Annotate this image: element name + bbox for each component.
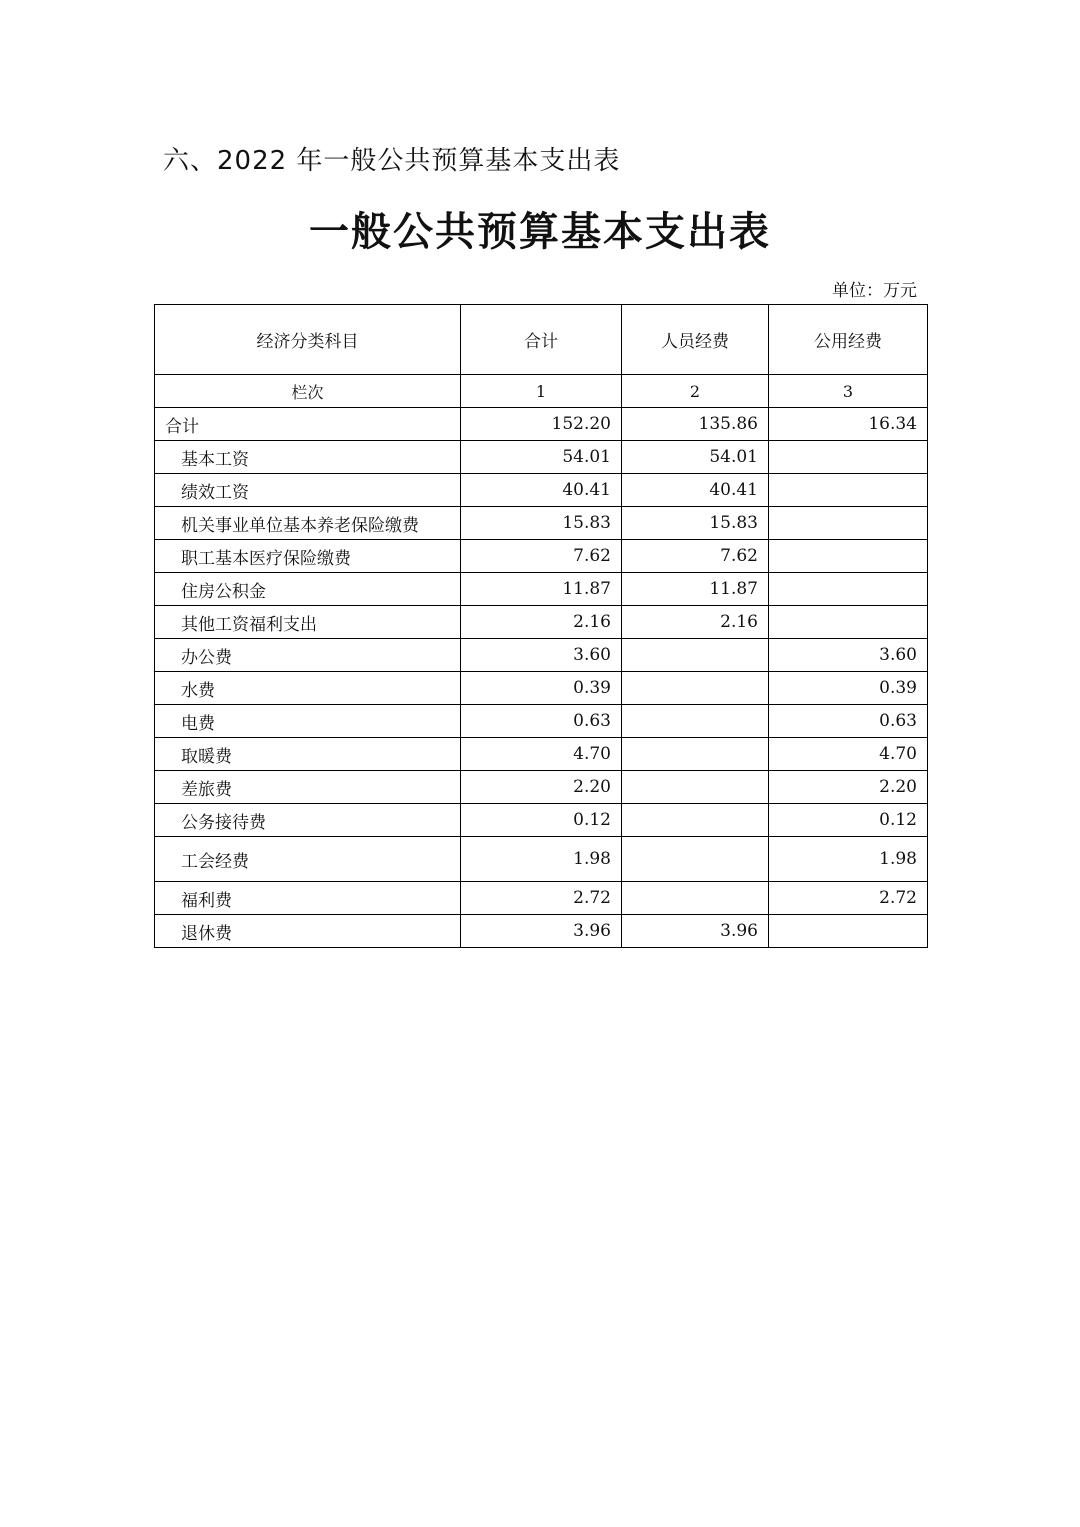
row-label: 职工基本医疗保险缴费 xyxy=(155,540,461,573)
table-row xyxy=(155,705,928,738)
table-row xyxy=(155,408,928,441)
cell-personnel: 7.62 xyxy=(622,540,769,573)
cell-personnel: 15.83 xyxy=(622,507,769,540)
row-label: 水费 xyxy=(155,672,461,705)
cell-personnel: 3.96 xyxy=(622,915,769,948)
cell-public: 0.12 xyxy=(769,804,928,837)
header-public: 公用经费 xyxy=(769,305,928,375)
table-row xyxy=(155,474,928,507)
row-label: 福利费 xyxy=(155,882,461,915)
unit-label: 单位：万元 xyxy=(832,281,917,301)
header-row xyxy=(155,305,928,375)
cell-personnel: 40.41 xyxy=(622,474,769,507)
cell-personnel xyxy=(622,804,769,837)
cell-public xyxy=(769,441,928,474)
cell-total: 3.60 xyxy=(461,639,622,672)
table-row xyxy=(155,804,928,837)
cell-personnel: 54.01 xyxy=(622,441,769,474)
cell-public: 0.63 xyxy=(769,705,928,738)
cell-personnel xyxy=(622,672,769,705)
row-label: 公务接待费 xyxy=(155,804,461,837)
column-index-row xyxy=(155,375,928,408)
index-2: 2 xyxy=(622,375,769,408)
cell-personnel xyxy=(622,705,769,738)
cell-public: 2.72 xyxy=(769,882,928,915)
header-total: 合计 xyxy=(461,305,622,375)
row-label: 办公费 xyxy=(155,639,461,672)
cell-public: 16.34 xyxy=(769,408,928,441)
cell-public xyxy=(769,573,928,606)
table-row xyxy=(155,738,928,771)
cell-total: 2.72 xyxy=(461,882,622,915)
table-row xyxy=(155,540,928,573)
cell-public xyxy=(769,474,928,507)
header-personnel: 人员经费 xyxy=(622,305,769,375)
table-row xyxy=(155,606,928,639)
cell-public: 3.60 xyxy=(769,639,928,672)
cell-public xyxy=(769,606,928,639)
cell-personnel xyxy=(622,771,769,804)
row-label: 其他工资福利支出 xyxy=(155,606,461,639)
row-label: 合计 xyxy=(155,408,461,441)
row-label: 基本工资 xyxy=(155,441,461,474)
cell-total: 0.63 xyxy=(461,705,622,738)
row-label: 住房公积金 xyxy=(155,573,461,606)
cell-public xyxy=(769,540,928,573)
cell-personnel xyxy=(622,882,769,915)
cell-total: 2.20 xyxy=(461,771,622,804)
table-row xyxy=(155,441,928,474)
index-3: 3 xyxy=(769,375,928,408)
document-title: 一般公共预算基本支出表 xyxy=(309,208,771,255)
header-category: 经济分类科目 xyxy=(155,305,461,375)
cell-total: 3.96 xyxy=(461,915,622,948)
cell-personnel: 135.86 xyxy=(622,408,769,441)
table-row xyxy=(155,771,928,804)
cell-public: 1.98 xyxy=(769,837,928,882)
cell-total: 152.20 xyxy=(461,408,622,441)
cell-public: 2.20 xyxy=(769,771,928,804)
row-label: 退休费 xyxy=(155,915,461,948)
table-body xyxy=(155,375,928,948)
section-heading: 六、2022 年一般公共预算基本支出表 xyxy=(163,146,621,176)
row-label: 工会经费 xyxy=(155,837,461,882)
row-label: 电费 xyxy=(155,705,461,738)
index-label: 栏次 xyxy=(155,375,461,408)
row-label: 绩效工资 xyxy=(155,474,461,507)
cell-total: 2.16 xyxy=(461,606,622,639)
index-1: 1 xyxy=(461,375,622,408)
cell-total: 54.01 xyxy=(461,441,622,474)
table-row xyxy=(155,837,928,882)
budget-table xyxy=(154,304,928,948)
cell-total: 0.39 xyxy=(461,672,622,705)
cell-total: 7.62 xyxy=(461,540,622,573)
cell-personnel xyxy=(622,639,769,672)
row-label: 机关事业单位基本养老保险缴费 xyxy=(155,507,461,540)
cell-personnel: 2.16 xyxy=(622,606,769,639)
cell-total: 15.83 xyxy=(461,507,622,540)
cell-public: 4.70 xyxy=(769,738,928,771)
table-row xyxy=(155,882,928,915)
cell-personnel xyxy=(622,837,769,882)
cell-personnel: 11.87 xyxy=(622,573,769,606)
table-row xyxy=(155,507,928,540)
cell-public: 0.39 xyxy=(769,672,928,705)
table-row xyxy=(155,639,928,672)
table-row xyxy=(155,573,928,606)
cell-total: 11.87 xyxy=(461,573,622,606)
table-row xyxy=(155,915,928,948)
row-label: 差旅费 xyxy=(155,771,461,804)
cell-public xyxy=(769,507,928,540)
row-label: 取暖费 xyxy=(155,738,461,771)
cell-personnel xyxy=(622,738,769,771)
cell-total: 40.41 xyxy=(461,474,622,507)
cell-public xyxy=(769,915,928,948)
cell-total: 4.70 xyxy=(461,738,622,771)
cell-total: 0.12 xyxy=(461,804,622,837)
cell-total: 1.98 xyxy=(461,837,622,882)
table-row xyxy=(155,672,928,705)
